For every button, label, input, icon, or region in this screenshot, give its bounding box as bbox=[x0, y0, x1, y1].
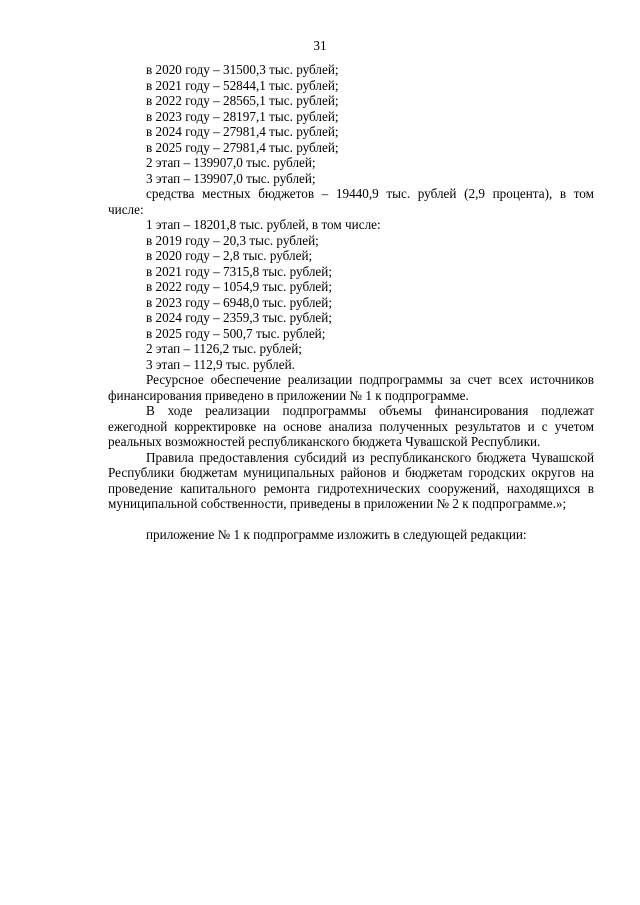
breakdown-line: 3 этап – 139907,0 тыс. рублей; bbox=[146, 170, 316, 186]
local-budgets-heading-cont: числе: bbox=[108, 201, 144, 217]
breakdown-line: в 2021 году – 52844,1 тыс. рублей; bbox=[146, 77, 339, 93]
local-budgets-heading: средства местных бюджетов – 19440,9 тыс. рублей (2,9 процента), в том bbox=[146, 186, 594, 201]
paragraph-subsidy-rules: Правила предоставления субсидий из республиканского бюджета Чувашской Республики бюджетам муниципальных районов и бюджетам городских округов на проведение капитального ремонта гидротехнических сооружений, находящихся в муниципальной собственности, приведены в приложении № 2 к подпрограмме.»; bbox=[108, 449, 594, 511]
breakdown-line: в 2020 году – 31500,3 тыс. рублей; bbox=[146, 62, 339, 77]
paragraph-resources: Ресурсное обеспечение реализации подпрограммы за счет всех источников финансирования приведено в приложении № 1 к подпрограмме. bbox=[108, 372, 594, 403]
paragraph-adjustment: В ходе реализации подпрограммы объемы финансирования подлежат ежегодной корректировке на основе анализа полученных результатов и с учетом реальных возможностей республиканского бюджета Чувашской Республики. bbox=[108, 403, 594, 449]
breakdown-line: 1 этап – 18201,8 тыс. рублей, в том числе: bbox=[146, 217, 381, 232]
breakdown-line: в 2022 году – 1054,9 тыс. рублей; bbox=[146, 279, 332, 294]
breakdown-line: в 2021 году – 7315,8 тыс. рублей; bbox=[146, 263, 332, 279]
breakdown-line: 3 этап – 112,9 тыс. рублей. bbox=[146, 356, 295, 372]
breakdown-line: в 2019 году – 20,3 тыс. рублей; bbox=[146, 232, 319, 248]
breakdown-line: в 2025 году – 27981,4 тыс. рублей; bbox=[146, 139, 339, 155]
breakdown-line: в 2020 году – 2,8 тыс. рублей; bbox=[146, 248, 313, 263]
local-budget-breakdown bbox=[108, 217, 594, 372]
document-body bbox=[108, 62, 594, 542]
appendix-instruction: приложение № 1 к подпрограмме изложить в следующей редакции: bbox=[146, 526, 527, 542]
breakdown-line: в 2024 году – 27981,4 тыс. рублей; bbox=[146, 124, 339, 139]
breakdown-line: в 2024 году – 2359,3 тыс. рублей; bbox=[146, 310, 332, 325]
page-number: 31 bbox=[313, 38, 327, 53]
breakdown-line: в 2022 году – 28565,1 тыс. рублей; bbox=[146, 93, 339, 108]
breakdown-line: в 2025 году – 500,7 тыс. рублей; bbox=[146, 325, 326, 341]
breakdown-line: в 2023 году – 6948,0 тыс. рублей; bbox=[146, 294, 332, 310]
breakdown-line: в 2023 году – 28197,1 тыс. рублей; bbox=[146, 108, 339, 124]
breakdown-line: 2 этап – 139907,0 тыс. рублей; bbox=[146, 155, 316, 170]
breakdown-line: 2 этап – 1126,2 тыс. рублей; bbox=[146, 341, 302, 356]
spacer bbox=[108, 512, 594, 527]
regional-budget-breakdown bbox=[108, 62, 594, 186]
